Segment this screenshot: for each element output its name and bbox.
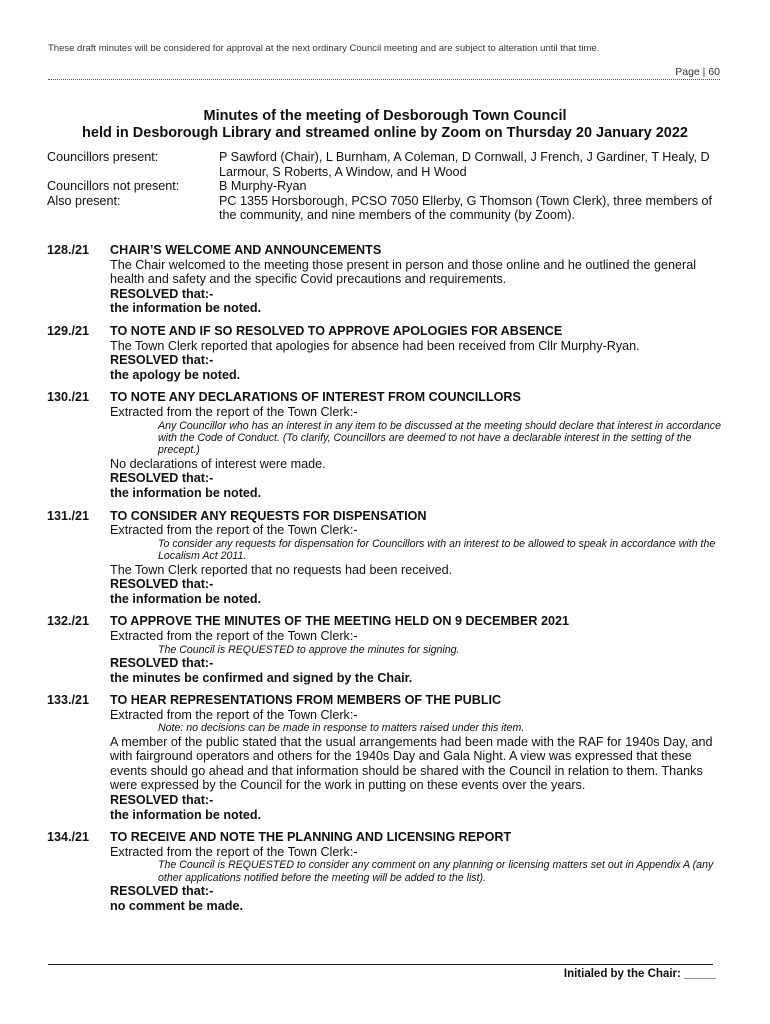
resolved-label: RESOLVED that:- [110, 884, 214, 899]
item-body [110, 614, 727, 685]
item-body [110, 693, 727, 822]
resolved-label: RESOLVED that:- [110, 471, 214, 486]
resolved-label: RESOLVED that:- [110, 353, 214, 368]
attendance-label: Councillors not present: [47, 179, 180, 194]
item-heading: TO APPROVE THE MINUTES OF THE MEETING HELD ON 9 DECEMBER 2021 [110, 614, 570, 629]
resolution-text: the information be noted. [110, 485, 262, 500]
chair-initials: Initialed by the Chair: _____ [563, 968, 716, 980]
item-number: 128./21 [47, 243, 90, 257]
item-intro: Extracted from the report of the Town Clerk:- [110, 523, 358, 538]
footer-divider [48, 964, 713, 965]
attendance-value: P Sawford (Chair), L Burnham, A Coleman, D Cornwall, J French, J Gardiner, T Healy, D Larmour, S Roberts, A Window, and H Wood [219, 150, 710, 179]
item-heading: TO HEAR REPRESENTATIONS FROM MEMBERS OF THE PUBLIC [110, 693, 502, 708]
item-body [110, 830, 727, 913]
item-number: 130./21 [47, 390, 90, 405]
item-heading: TO NOTE ANY DECLARATIONS OF INTEREST FROM COUNCILLORS [110, 390, 521, 405]
resolved-label: RESOLVED that:- [110, 655, 214, 670]
resolution-text: the apology be noted. [110, 367, 241, 382]
agenda-item [47, 693, 727, 822]
item-quote: Note: no decisions can be made in response to matters raised under this item. [158, 722, 525, 735]
attendance-label: Also present: [47, 193, 121, 208]
item-text: No declarations of interest were made. [110, 456, 326, 471]
agenda-item [47, 243, 727, 316]
item-quote: Any Councillor who has an interest in any item to be discussed at the meeting should declare that interest in accordance with the Code of Conduct. (To clarify, Councillors are deemed to not have a declarable interest in the setting of the precept.) [158, 419, 721, 457]
agenda-item [47, 614, 727, 685]
item-number: 134./21 [47, 830, 90, 845]
item-intro: Extracted from the report of the Town Clerk:- [110, 628, 358, 643]
item-body [110, 324, 727, 382]
attendance-value: PC 1355 Horsborough, PCSO 7050 Ellerby, G Thomson (Town Clerk), three members of the community, and nine members of the community (by Zoom). [219, 193, 712, 223]
resolution-text: no comment be made. [110, 898, 243, 913]
resolution-text: the information be noted. [110, 301, 262, 316]
attendance-row [47, 179, 727, 194]
resolved-label: RESOLVED that:- [110, 793, 214, 808]
item-intro: The Town Clerk reported that apologies for absence had been received from Cllr Murphy-Ryan. [110, 338, 640, 353]
item-number: 132./21 [47, 614, 90, 629]
agenda-item [47, 509, 727, 607]
resolved-label: RESOLVED that:- [110, 577, 214, 592]
item-body [110, 243, 727, 316]
resolution-text: the information be noted. [110, 591, 262, 606]
agenda-item [47, 324, 727, 382]
agenda-item [47, 830, 727, 913]
agenda-items [47, 243, 727, 921]
attendance-label: Councillors present: [47, 150, 159, 164]
item-quote: The Council is REQUESTED to consider any comment on any planning or licensing matters set out in Appendix A (any other applications notified before the meeting will be added to the list). [158, 859, 714, 884]
attendance-row [47, 150, 727, 179]
item-body [110, 390, 727, 500]
item-heading: CHAIR’S WELCOME AND ANNOUNCEMENTS [110, 243, 382, 257]
item-number: 133./21 [47, 693, 90, 708]
item-body [110, 509, 727, 607]
item-intro: Extracted from the report of the Town Clerk:- [110, 707, 358, 722]
item-quote: To consider any requests for dispensation for Councillors with an interest to be allowed to speak in accordance with the Localism Act 2011. [158, 537, 716, 563]
page-number: Page | 60 [675, 66, 720, 78]
item-intro: The Chair welcomed to the meeting those present in person and those online and he outlined the general health and safety and the specific Covid precautions and requirements. [110, 257, 696, 287]
attendance-row [47, 194, 727, 223]
item-heading: TO NOTE AND IF SO RESOLVED TO APPROVE APOLOGIES FOR ABSENCE [110, 323, 563, 338]
document-title [40, 108, 730, 142]
agenda-item [47, 390, 727, 500]
attendance-value: B Murphy-Ryan [219, 179, 307, 194]
title-line-2: held in Desborough Library and streamed online by Zoom on Thursday 20 January 2022 [82, 125, 688, 141]
resolved-label: RESOLVED that:- [110, 286, 214, 301]
item-heading: TO RECEIVE AND NOTE THE PLANNING AND LICENSING REPORT [110, 830, 512, 845]
attendance-block [47, 150, 727, 223]
resolution-text: the information be noted. [110, 807, 262, 822]
header-divider [48, 79, 720, 80]
item-number: 131./21 [47, 508, 90, 523]
title-line-1: Minutes of the meeting of Desborough Town Council [203, 108, 567, 124]
item-number: 129./21 [47, 323, 90, 338]
item-intro: Extracted from the report of the Town Clerk:- [110, 844, 358, 859]
item-text: A member of the public stated that the usual arrangements had been made with the RAF for 1940s Day, and with fairground operators and others for the 1940s Day and Gala Night. A view was expressed that these events should go ahead and that information should be shared with the Council in relation to them. Thanks were expressed by the Council for the work in putting on these events over the years. [110, 734, 713, 793]
item-heading: TO CONSIDER ANY REQUESTS FOR DISPENSATION [110, 508, 427, 523]
item-intro: Extracted from the report of the Town Clerk:- [110, 404, 358, 419]
item-quote: The Council is REQUESTED to approve the minutes for signing. [158, 643, 460, 656]
resolution-text: the minutes be confirmed and signed by the Chair. [110, 670, 413, 685]
item-text: The Town Clerk reported that no requests had been received. [110, 562, 453, 577]
draft-notice: These draft minutes will be considered for approval at the next ordinary Council meeting and are subject to alteration until that time. [48, 43, 600, 54]
